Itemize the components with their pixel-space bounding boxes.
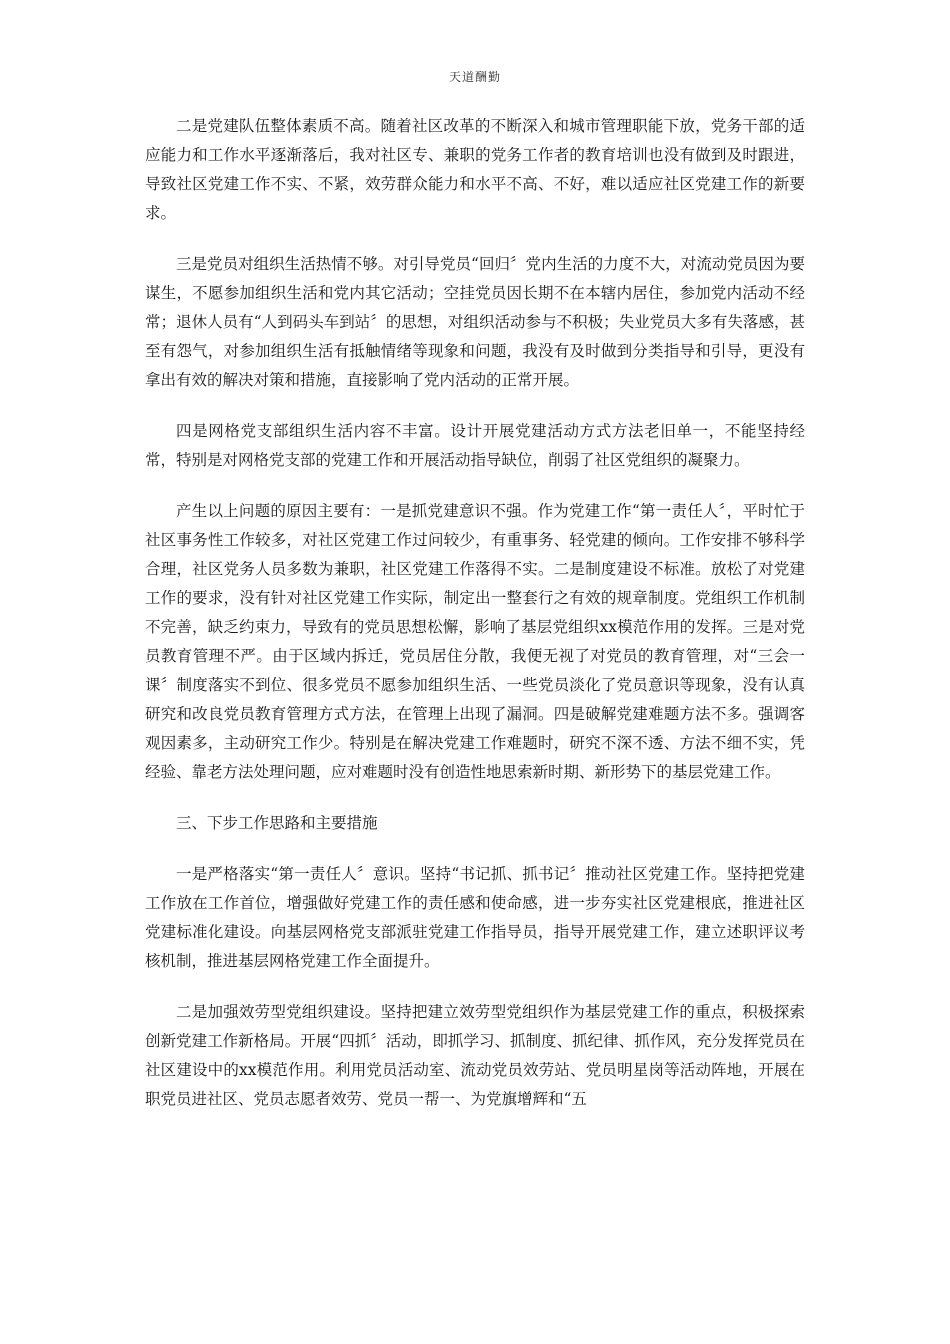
document-body	[145, 112, 805, 1136]
section-heading-next-steps: 三、下步工作思路和主要措施	[176, 814, 378, 832]
paragraph-organization-life-enthusiasm: 三是党员对组织生活热情不够。对引导党员“回归〞党内生活的力度不大，对流动党员因为要谋生，不愿参加组织生活和党内其它活动；空挂党员因长期不在本辖内居住，参加党内活动不经常；退休人员有“人到码头车到站〞的思想，对组织活动参与不积极；失业党员大多有失落感，甚至有怨气，对参加组织生活有抵触情绪等现象和问题，我没有及时做到分类指导和引导，更没有拿出有效的解决对策和措施，直接影响了党内活动的正常开展。	[145, 255, 805, 389]
page-header: 天道酬勤	[448, 70, 501, 84]
paragraph-grid-branch-life: 四是网格党支部组织生活内容不丰富。设计开展党建活动方式方法老旧单一，不能坚持经常，特别是对网格党支部的党建工作和开展活动指导缺位，削弱了社区党组织的凝聚力。	[145, 422, 805, 469]
paragraph-party-team-quality: 二是党建队伍整体素质不高。随着社区改革的不断深入和城市管理职能下放，党务干部的适应能力和工作水平逐渐落后，我对社区专、兼职的党务工作者的教育培训也没有做到及时跟进，导致社区党建工作不实、不紧，效劳群众能力和水平不高、不好，难以适应社区党建工作的新要求。	[145, 117, 805, 222]
paragraph-service-party-organization: 二是加强效劳型党组织建设。坚持把建立效劳型党组织作为基层党建工作的重点，积极探索创新党建工作新格局。开展“四抓〞活动，即抓学习、抓制度、抓纪律、抓作风，充分发挥党员在社区建设中的xx模范作用。利用党员活动室、流动党员效劳站、党员明星岗等活动阵地，开展在职党员进社区、党员志愿者效劳、党员一帮一、为党旗增辉和“五	[145, 1003, 805, 1108]
paragraph-first-responsible-person: 一是严格落实“第一责任人〞意识。坚持“书记抓、抓书记〞推动社区党建工作。坚持把党建工作放在工作首位，增强做好党建工作的责任感和使命感，进一步夯实社区党建根底，推进社区党建标准化建设。向基层网格党支部派驻党建工作指导员，指导开展党建工作，建立述职评议考核机制，推进基层网格党建工作全面提升。	[145, 865, 805, 970]
paragraph-problem-causes: 产生以上问题的原因主要有：一是抓党建意识不强。作为党建工作“第一责任人〞，平时忙于社区事务性工作较多，对社区党建工作过问较少，有重事务、轻党建的倾向。工作安排不够科学合理，社区党务人员多数为兼职，社区党建工作落得不实。二是制度建设不标准。放松了对党建工作的要求，没有针对社区党建工作实际，制定出一整套行之有效的规章制度。党组织工作机制不完善，缺乏约束力，导致有的党员思想松懈，影响了基层党组织xx模范作用的发挥。三是对党员教育管理不严。由于区域内拆迁，党员居住分散，我便无视了对党员的教育管理，对“三会一课〞制度落实不到位、很多党员不愿参加组织生活、一些党员淡化了党员意识等现象，没有认真研究和改良党员教育管理方式方法，在管理上出现了漏洞。四是破解党建难题方法不多。强调客观因素多，主动研究工作少。特别是在解决党建工作难题时，研究不深不透、方法不细不实，凭经验、靠老方法处理问题，应对难题时没有创造性地思索新时期、新形势下的基层党建工作。	[145, 502, 805, 781]
